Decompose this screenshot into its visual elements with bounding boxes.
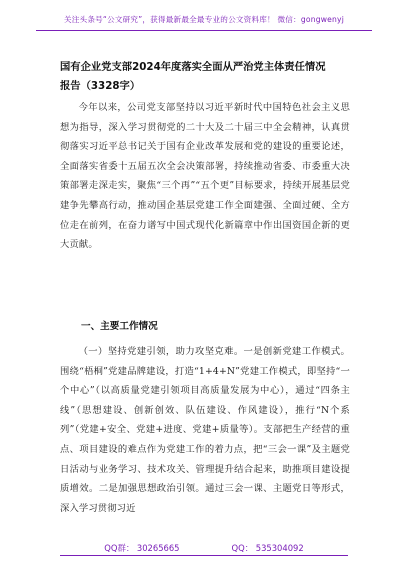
header-banner: 关注头条号“公文研究”，获得最新最全最专业的公文资料库！ 微信：gongwenyj <box>63 15 345 24</box>
footer-qq: QQ： 535304092 <box>231 543 304 553</box>
title-line-2: 报告（3328字） <box>60 80 141 92</box>
paragraph-section-1: （一）坚持党建引领，助力攻坚克难。一是创新党建工作模式。围绕“梧桐”党建品牌建设，打造“1+4+N”党建工作模式，即坚持“一个中心”（以高质量党建引领项目高质量发展为中心），通过“四条主线”（思想建设、创新创效、队伍建设、作风建设），推行“N个系列”（党建+安全、党建+进度、党建+质量等）。支部把生产经营的重点、项目建设的难点作为党建工作的着力点，把“三会一课”及主题党日活动与业务学习、技术攻关、管理提升结合起来，助推项目建设提质增效。二是加强思想政治引领。通过三会一课、主题党日等形式，深入学习贯彻习近 <box>60 346 350 514</box>
paragraph-intro: 今年以来，公司党支部坚持以习近平新时代中国特色社会主义思想为指导，深入学习贯彻党的二十大及二十届三中全会精神，认真贯彻落实习近平总书记关于国有企业改革发展和党的建设的重要论述，全面落实省委十五届五次全会决策部署，持续推动省委、市委重大决策部署走深走实，聚焦“三个再”“五个更”目标要求，持续开展基层党建争先攀高行动，推动国企基层党建工作全面建强、全面过硬、全方位走在前列，在奋力谱写中国式现代化新篇章中作出国资国企新的更大贡献。 <box>60 102 350 251</box>
footer-divider <box>60 555 348 556</box>
header-divider <box>36 30 372 31</box>
title-line-1: 国有企业党支部2024年度落实全面从严治党主体责任情况 <box>60 61 326 73</box>
section-heading-1: 一、主要工作情况 <box>81 321 158 332</box>
footer-contacts <box>0 542 408 554</box>
document-title <box>60 58 360 96</box>
footer-qq-group: QQ群： 30265665 <box>104 543 180 553</box>
